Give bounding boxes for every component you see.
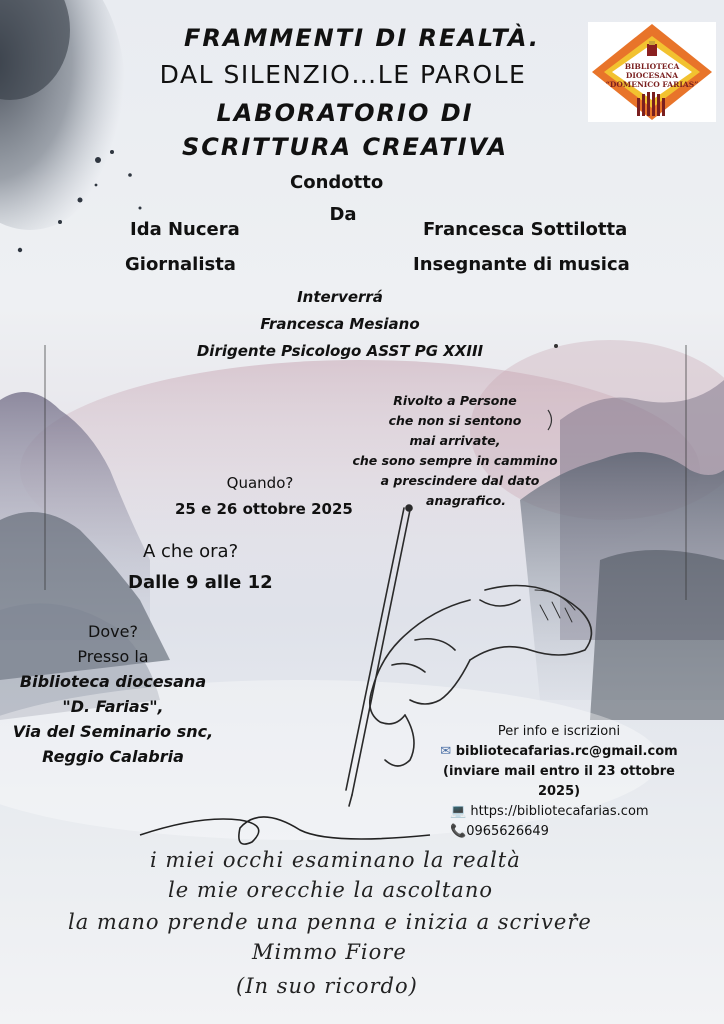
where-line4: Via del Seminario snc,	[12, 722, 214, 741]
where-label: Dove?	[88, 622, 138, 641]
where-line5: Reggio Calabria	[42, 747, 184, 766]
contacts-block	[428, 722, 690, 842]
poem-line-3: la mano prende una penna e inizia a scrivere	[68, 910, 592, 934]
where-line1: Presso la	[77, 647, 149, 666]
conducted-label: Condotto	[290, 172, 384, 193]
when-label: Quando?	[226, 474, 294, 492]
logo-line2: DIOCESANA	[625, 71, 679, 80]
host-role-1: Giornalista	[125, 254, 236, 275]
logo-line3: “DOMENICO FARIAS”	[605, 80, 699, 89]
host-name-1: Ida Nucera	[130, 219, 240, 240]
event-subtitle: DAL SILENZIO…LE PAROLE	[159, 60, 527, 89]
time-value: Dalle 9 alle 12	[128, 572, 273, 593]
library-logo	[588, 22, 716, 122]
contacts-deadline: (inviare mail entro il 23 ottobre 2025)	[443, 764, 675, 799]
poem-author: Mimmo Fiore	[252, 940, 407, 964]
host-role-2: Insegnante di musica	[413, 254, 630, 275]
poem-line-1: i miei occhi esaminano la realtà	[150, 848, 521, 872]
host-name-2: Francesca Sottilotta	[423, 219, 628, 240]
phone-icon: 📞	[450, 824, 467, 839]
audience-line: anagrafico.	[426, 493, 506, 508]
when-value: 25 e 26 ottobre 2025	[175, 500, 353, 518]
audience-line: a prescindere dal dato	[380, 473, 540, 488]
poem-line-2: le mie orecchie la ascoltano	[168, 878, 493, 902]
where-line2: Biblioteca diocesana	[19, 672, 207, 691]
where-block	[0, 619, 226, 769]
poem-dedication: (In suo ricordo)	[236, 974, 418, 998]
guest-role: Dirigente Psicologo ASST PG XXIII	[196, 342, 484, 360]
contacts-phone-row	[428, 822, 690, 842]
event-title: FRAMMENTI DI REALTÀ.	[184, 24, 540, 52]
contacts-email[interactable]: bibliotecafarias.rc@gmail.com	[455, 744, 678, 759]
guest-label: Interverrá	[297, 288, 383, 306]
contacts-website[interactable]: https://bibliotecafarias.com	[470, 804, 649, 819]
logo-line1: BIBLIOTECA	[624, 62, 680, 71]
time-label: A che ora?	[143, 541, 239, 562]
guest-name: Francesca Mesiano	[260, 315, 420, 333]
audience-text	[340, 391, 570, 511]
laptop-icon: 💻	[450, 804, 467, 819]
event-type-line2: SCRITTURA CREATIVA	[181, 133, 509, 161]
contacts-phone[interactable]: 0965626649	[466, 824, 549, 839]
where-line3: "D. Farias",	[62, 697, 164, 716]
guest-speaker	[170, 284, 510, 365]
event-type	[0, 96, 690, 164]
event-type-line1: LABORATORIO DI	[216, 99, 474, 127]
audience-line: che non si sentono	[388, 413, 522, 428]
audience-line: mai arrivate,	[409, 433, 501, 448]
contacts-website-row	[428, 802, 690, 822]
contacts-email-row	[428, 742, 690, 762]
email-icon: ✉	[440, 744, 452, 759]
contacts-label: Per info e iscrizioni	[497, 724, 621, 739]
audience-line: che sono sempre in cammino	[352, 453, 558, 468]
audience-line: Rivolto a Persone	[393, 393, 517, 408]
conducted-by-label: Da	[329, 204, 357, 225]
